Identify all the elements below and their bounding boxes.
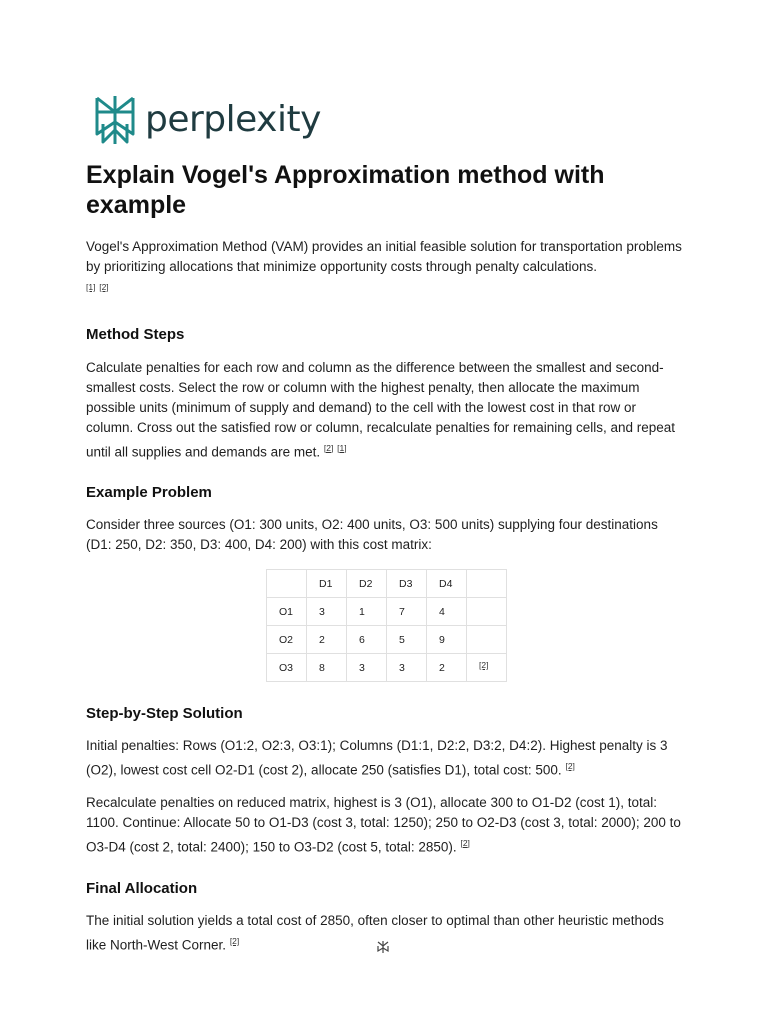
table-cell: 7 — [387, 598, 427, 626]
table-cell: 2 — [307, 626, 347, 654]
table-cell — [467, 598, 507, 626]
citation-link[interactable]: [2] — [479, 659, 489, 670]
solution-paragraph-1 — [86, 736, 686, 781]
perplexity-logo-icon — [93, 94, 137, 146]
table-row — [267, 626, 507, 654]
table-cell — [467, 654, 507, 682]
solution-text-2: Recalculate penalties on reduced matrix, highest is 3 (O1), allocate 300 to O1-D2 (cost 1), total: 1100. Continue: Allocate 50 to O1-D3 (cost 3, total: 1250); 250 to O2-D3 (cost 3, total: 2000); 200 to O3-D4 (cost 2, total: 2400); 150 to O3-D2 (cost 5, total: 2850). — [86, 794, 681, 854]
table-cell: O1 — [267, 598, 307, 626]
table-cell: 6 — [347, 626, 387, 654]
table-cell: 5 — [387, 626, 427, 654]
example-paragraph: Consider three sources (O1: 300 units, O2: 400 units, O3: 500 units) supplying four destinations (D1: 250, D2: 350, D3: 400, D4: 200) with this cost matrix: — [86, 517, 658, 552]
citation-link[interactable]: [2] — [229, 936, 240, 946]
solution-text-1: Initial penalties: Rows (O1:2, O2:3, O3:1); Columns (D1:1, D2:2, D3:2, D4:2). Highest penalty is 3 (O2), lowest cost cell O2-D1 (cost 2), allocate 250 (satisfies D1), total cost: 500. — [86, 738, 668, 778]
table-header-row — [267, 570, 507, 598]
method-text: Calculate penalties for each row and column as the difference between the smallest and second-smallest costs. Select the row or column with the highest penalty, then allocate the maximum possible units (minimum of supply and demand) to the cell with the lowest cost in that row or column. Cross out the satisfied row or column, recalculate penalties for remaining cells, and repeat until all supplies and demands are met. — [86, 359, 676, 459]
table-cell: 3 — [307, 598, 347, 626]
table-row — [267, 598, 507, 626]
table-row — [267, 654, 507, 682]
table-cell: O2 — [267, 626, 307, 654]
section-heading-example: Example Problem — [86, 484, 212, 501]
table-cell: D3 — [387, 570, 427, 598]
intro-text: Vogel's Approximation Method (VAM) provides an initial feasible solution for transportation problems by prioritizing allocations that minimize opportunity costs through penalty calculations. — [86, 239, 682, 274]
section-heading-solution: Step-by-Step Solution — [86, 705, 243, 722]
citation-link[interactable]: [1] — [337, 442, 347, 453]
table-cell — [267, 570, 307, 598]
table-cell: 3 — [387, 654, 427, 682]
table-cell: 1 — [347, 598, 387, 626]
intro-paragraph — [86, 237, 686, 302]
table-cell: O3 — [267, 654, 307, 682]
logo-wordmark: perplexity — [145, 99, 321, 140]
method-paragraph — [86, 358, 686, 463]
table-cell: D2 — [347, 570, 387, 598]
table-cell — [467, 626, 507, 654]
citation-link[interactable]: [1] — [86, 282, 96, 292]
citation-link[interactable]: [2] — [565, 761, 575, 771]
solution-paragraph-2 — [86, 793, 686, 858]
citation-link[interactable]: [2] — [323, 442, 334, 453]
perplexity-logo — [93, 94, 321, 146]
perplexity-footer-icon — [376, 940, 390, 954]
table-cell — [467, 570, 507, 598]
table-cell: 4 — [427, 598, 467, 626]
section-heading-method: Method Steps — [86, 325, 185, 343]
page-title: Explain Vogel's Approximation method with example — [86, 161, 605, 219]
citation-link[interactable]: [2] — [460, 837, 470, 848]
table-cell: 9 — [427, 626, 467, 654]
table-cell: 3 — [347, 654, 387, 682]
table-cell: D1 — [307, 570, 347, 598]
cost-matrix-table — [266, 569, 507, 682]
section-heading-final: Final Allocation — [86, 880, 198, 897]
table-cell: D4 — [427, 570, 467, 598]
answer-content — [86, 160, 686, 956]
table-cell: 8 — [307, 654, 347, 682]
table-cell: 2 — [427, 654, 467, 682]
citation-link[interactable]: [2] — [99, 282, 109, 292]
final-text: The initial solution yields a total cost of 2850, often closer to optimal than other heuristic methods like North-West Corner. — [86, 913, 664, 953]
